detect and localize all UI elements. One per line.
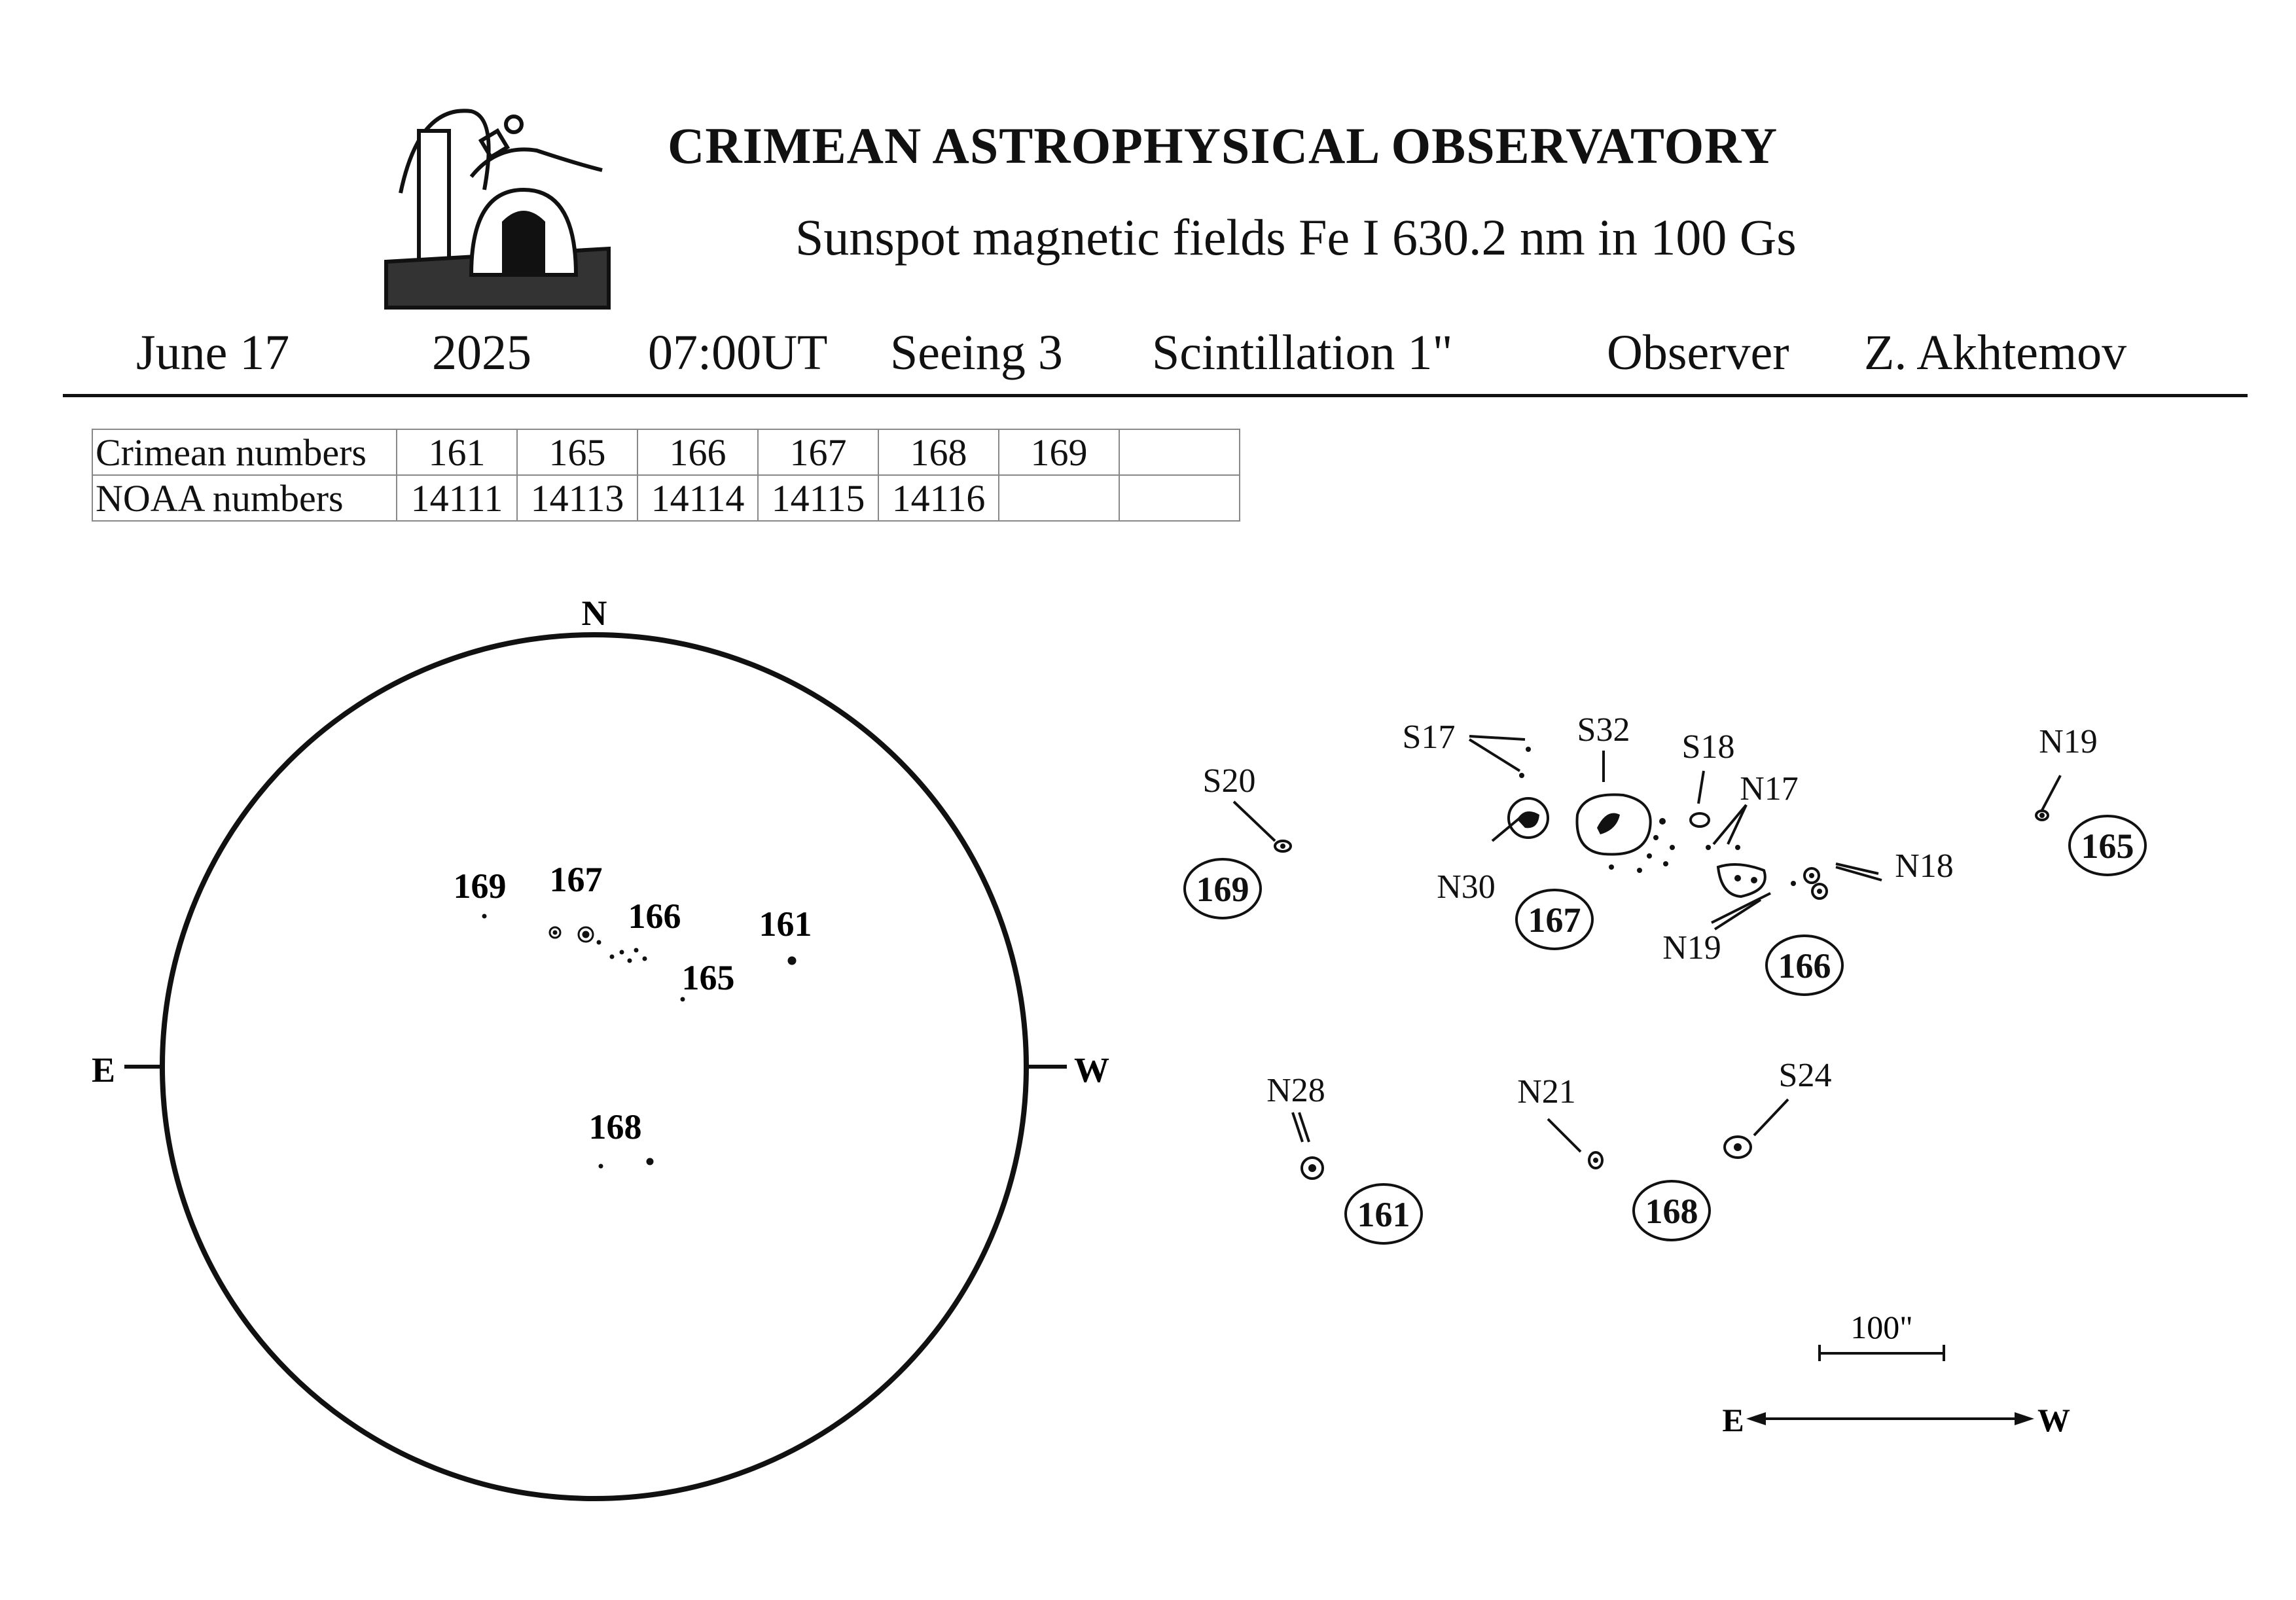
circled-region-168: 168 — [1645, 1192, 1698, 1231]
pore — [1609, 864, 1614, 870]
pore — [1659, 818, 1666, 825]
leader-line — [1469, 736, 1525, 739]
leader-line — [1234, 802, 1275, 841]
scintillation-value: Scintillation 1" — [1152, 325, 1453, 380]
arrow-head-west — [2015, 1412, 2034, 1425]
pore — [1663, 861, 1668, 866]
leader-line — [1469, 739, 1520, 771]
page-title: CRIMEAN ASTROPHYSICAL OBSERVATORY — [668, 117, 1778, 174]
pore — [1706, 845, 1711, 850]
map-east-label: E — [1722, 1402, 1744, 1438]
table-cell: 14111 — [397, 475, 517, 521]
spot-umbra — [1734, 1143, 1742, 1151]
circled-region-167: 167 — [1528, 900, 1581, 940]
spot-umbra — [1280, 844, 1285, 849]
arrow-head-east — [1746, 1412, 1766, 1425]
field-label-s18: S18 — [1681, 728, 1735, 766]
circled-region-165: 165 — [2081, 827, 2134, 866]
leader-line — [1548, 1119, 1581, 1152]
spot-contour — [1718, 864, 1765, 897]
spot-umbra — [1597, 813, 1620, 835]
field-label-n30: N30 — [1437, 868, 1496, 906]
spot-umbra — [1517, 811, 1539, 828]
leader-line — [2042, 775, 2060, 810]
field-label-s24: S24 — [1778, 1057, 1832, 1094]
spot-umbra — [2039, 813, 2045, 818]
table-cell: 168 — [878, 429, 999, 475]
leader-line — [1698, 771, 1704, 804]
pore — [1526, 747, 1531, 752]
spot-umbra — [1593, 1158, 1598, 1163]
pore — [1647, 853, 1652, 859]
spot-umbra — [1817, 889, 1822, 894]
circled-region-169: 169 — [1196, 870, 1249, 909]
disk-region-167: 167 — [549, 860, 603, 899]
scale-label: 100" — [1850, 1309, 1913, 1345]
crimean-numbers-label: Crimean numbers — [92, 429, 397, 475]
map-west-label: W — [2037, 1402, 2070, 1438]
table-cell: 169 — [999, 429, 1119, 475]
seeing-value: Seeing 3 — [890, 325, 1063, 380]
field-label-n19-south: N19 — [1662, 929, 1721, 967]
west-label: W — [1074, 1050, 1109, 1090]
table-cell: 14114 — [637, 475, 758, 521]
observation-time: 07:00UT — [648, 325, 828, 380]
east-label: E — [91, 1050, 116, 1090]
disk-region-168: 168 — [588, 1107, 642, 1147]
leader-line — [1715, 900, 1761, 929]
observer-name: Z. Akhtemov — [1864, 325, 2127, 380]
spot-umbra — [1751, 877, 1757, 883]
field-label-n18: N18 — [1895, 847, 1954, 885]
leader-line — [1754, 1099, 1788, 1135]
table-cell: 14115 — [758, 475, 878, 521]
field-label-n19-north: N19 — [2039, 723, 2098, 760]
field-label-s20: S20 — [1202, 762, 1256, 800]
page-subtitle: Sunspot magnetic fields Fe I 630.2 nm in 100 Gs — [795, 209, 1797, 266]
north-label: N — [581, 594, 607, 633]
table-cell: 165 — [517, 429, 637, 475]
circled-region-166: 166 — [1778, 946, 1831, 986]
disk-region-165: 165 — [681, 958, 735, 997]
observer-label: Observer — [1607, 325, 1789, 380]
field-label-s17: S17 — [1402, 719, 1456, 756]
table-cell: 166 — [637, 429, 758, 475]
spot-umbra — [1308, 1164, 1316, 1172]
noaa-numbers-label: NOAA numbers — [92, 475, 397, 521]
observation-year: 2025 — [432, 325, 531, 380]
spot-umbra — [1734, 875, 1741, 881]
disk-region-161: 161 — [759, 904, 812, 944]
pore — [1519, 773, 1524, 778]
disk-region-166: 166 — [628, 897, 681, 936]
table-cell: 14116 — [878, 475, 999, 521]
table-cell: 161 — [397, 429, 517, 475]
field-label-s32: S32 — [1577, 711, 1630, 749]
pore — [1670, 845, 1675, 850]
observation-date: June 17 — [136, 325, 290, 380]
field-label-n21: N21 — [1517, 1073, 1576, 1111]
pore — [1735, 845, 1740, 850]
spot-umbra — [1809, 873, 1814, 878]
pore — [1637, 868, 1642, 873]
spot-contour — [1691, 813, 1709, 827]
pore — [1791, 881, 1796, 886]
table-cell: 14113 — [517, 475, 637, 521]
field-label-n28: N28 — [1266, 1072, 1325, 1109]
circled-region-161: 161 — [1357, 1195, 1410, 1234]
pore — [1653, 835, 1659, 840]
field-label-n17: N17 — [1740, 770, 1799, 808]
disk-region-169: 169 — [453, 866, 507, 906]
table-cell: 167 — [758, 429, 878, 475]
